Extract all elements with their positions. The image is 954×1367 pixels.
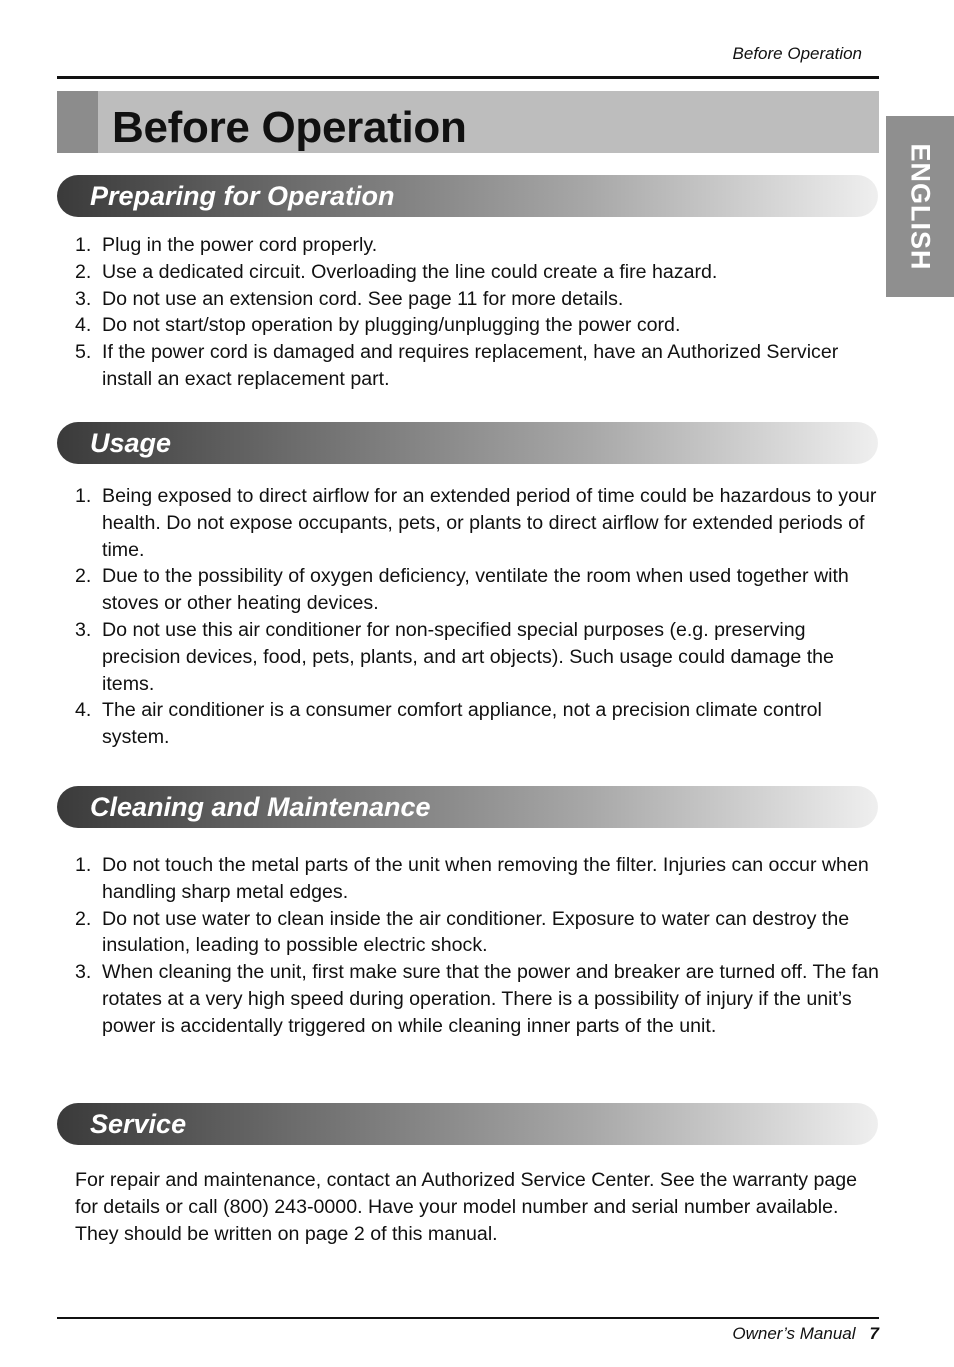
section-heading-service: Service — [90, 1109, 187, 1139]
item-text: Do not use water to clean inside the air conditioner. Exposure to water can destroy the insulation, leading to possible electric shock. — [102, 907, 850, 957]
item-text: Due to the possibility of oxygen deficiency, ventilate the room when used together with stoves or other heating devices. — [102, 565, 849, 615]
item-number: 2. — [75, 565, 92, 588]
item-number: 5. — [75, 341, 92, 364]
list-item — [75, 852, 885, 906]
list-item — [75, 232, 885, 259]
cleaning-list — [75, 852, 885, 1040]
list-item — [75, 339, 885, 393]
bottom-rule — [57, 1317, 879, 1319]
item-text: Do not use this air conditioner for non-specified special purposes (e.g. preserving precision devices, food, pets, plants, and art objects). Such usage could damage the items. — [102, 618, 834, 695]
item-text: Do not use an extension cord. See page 11 for more details. — [102, 287, 624, 310]
usage-list — [75, 483, 885, 751]
item-text: Do not start/stop operation by plugging/unplugging the power cord. — [102, 314, 681, 337]
list-item — [75, 959, 885, 1039]
item-number: 3. — [75, 961, 92, 984]
item-text: Use a dedicated circuit. Overloading the line could create a fire hazard. — [102, 260, 718, 283]
item-number: 1. — [75, 485, 92, 507]
service-paragraph: For repair and maintenance, contact an Authorized Service Center. See the warranty page for details or call (800) 243-0000. Have your model number and serial number available. They should be written on page 2 of this manual. — [75, 1169, 858, 1245]
language-tab-label: ENGLISH — [905, 142, 936, 271]
preparing-list — [75, 232, 885, 393]
list-item — [75, 563, 885, 617]
item-number: 3. — [75, 287, 92, 310]
footer-manual-label: Owner’s Manual — [732, 1324, 856, 1343]
item-number: 4. — [75, 314, 92, 337]
section-bar-service — [57, 1103, 878, 1145]
section-bar-preparing — [57, 175, 878, 217]
list-item — [75, 312, 885, 339]
language-tab — [886, 116, 954, 297]
section-heading-preparing: Preparing for Operation — [90, 181, 395, 211]
title-accent-block — [57, 91, 98, 153]
list-item — [75, 259, 885, 286]
section-heading-usage: Usage — [90, 428, 172, 458]
list-item — [75, 697, 885, 751]
list-item — [75, 286, 885, 313]
section-bar-cleaning — [57, 786, 878, 828]
item-number: 2. — [75, 260, 92, 283]
list-item — [75, 483, 885, 563]
list-item — [75, 906, 885, 960]
item-text: Being exposed to direct airflow for an extended period of time could be hazardous to your health. Do not expose occupants, pets, or plants to direct airflow for extended periods of time. — [102, 485, 877, 561]
page-title-band — [57, 91, 879, 153]
item-number: 4. — [75, 699, 92, 722]
section-bar-usage — [57, 422, 878, 464]
item-text: Plug in the power cord properly. — [102, 234, 378, 256]
item-number: 1. — [75, 234, 92, 256]
top-rule — [57, 76, 879, 79]
item-text: When cleaning the unit, first make sure that the power and breaker are turned off. The fan rotates at a very high speed during operation. There is a possibility of injury if the unit’s power is accidentally triggered on while cleaning inner parts of the unit. — [102, 961, 879, 1037]
running-header: Before Operation — [732, 44, 862, 63]
item-number: 3. — [75, 618, 92, 641]
item-number: 1. — [75, 854, 92, 876]
item-text: The air conditioner is a consumer comfort appliance, not a precision climate control system. — [102, 699, 822, 749]
section-heading-cleaning: Cleaning and Maintenance — [90, 792, 431, 822]
item-number: 2. — [75, 907, 92, 930]
item-text: Do not touch the metal parts of the unit when removing the filter. Injuries can occur when handling sharp metal edges. — [102, 854, 869, 903]
item-text: If the power cord is damaged and requires replacement, have an Authorized Servicer install an exact replacement part. — [102, 341, 839, 390]
list-item — [75, 617, 885, 697]
page-number: 7 — [869, 1324, 879, 1343]
page-footer — [732, 1324, 879, 1344]
page-title: Before Operation — [112, 103, 467, 152]
